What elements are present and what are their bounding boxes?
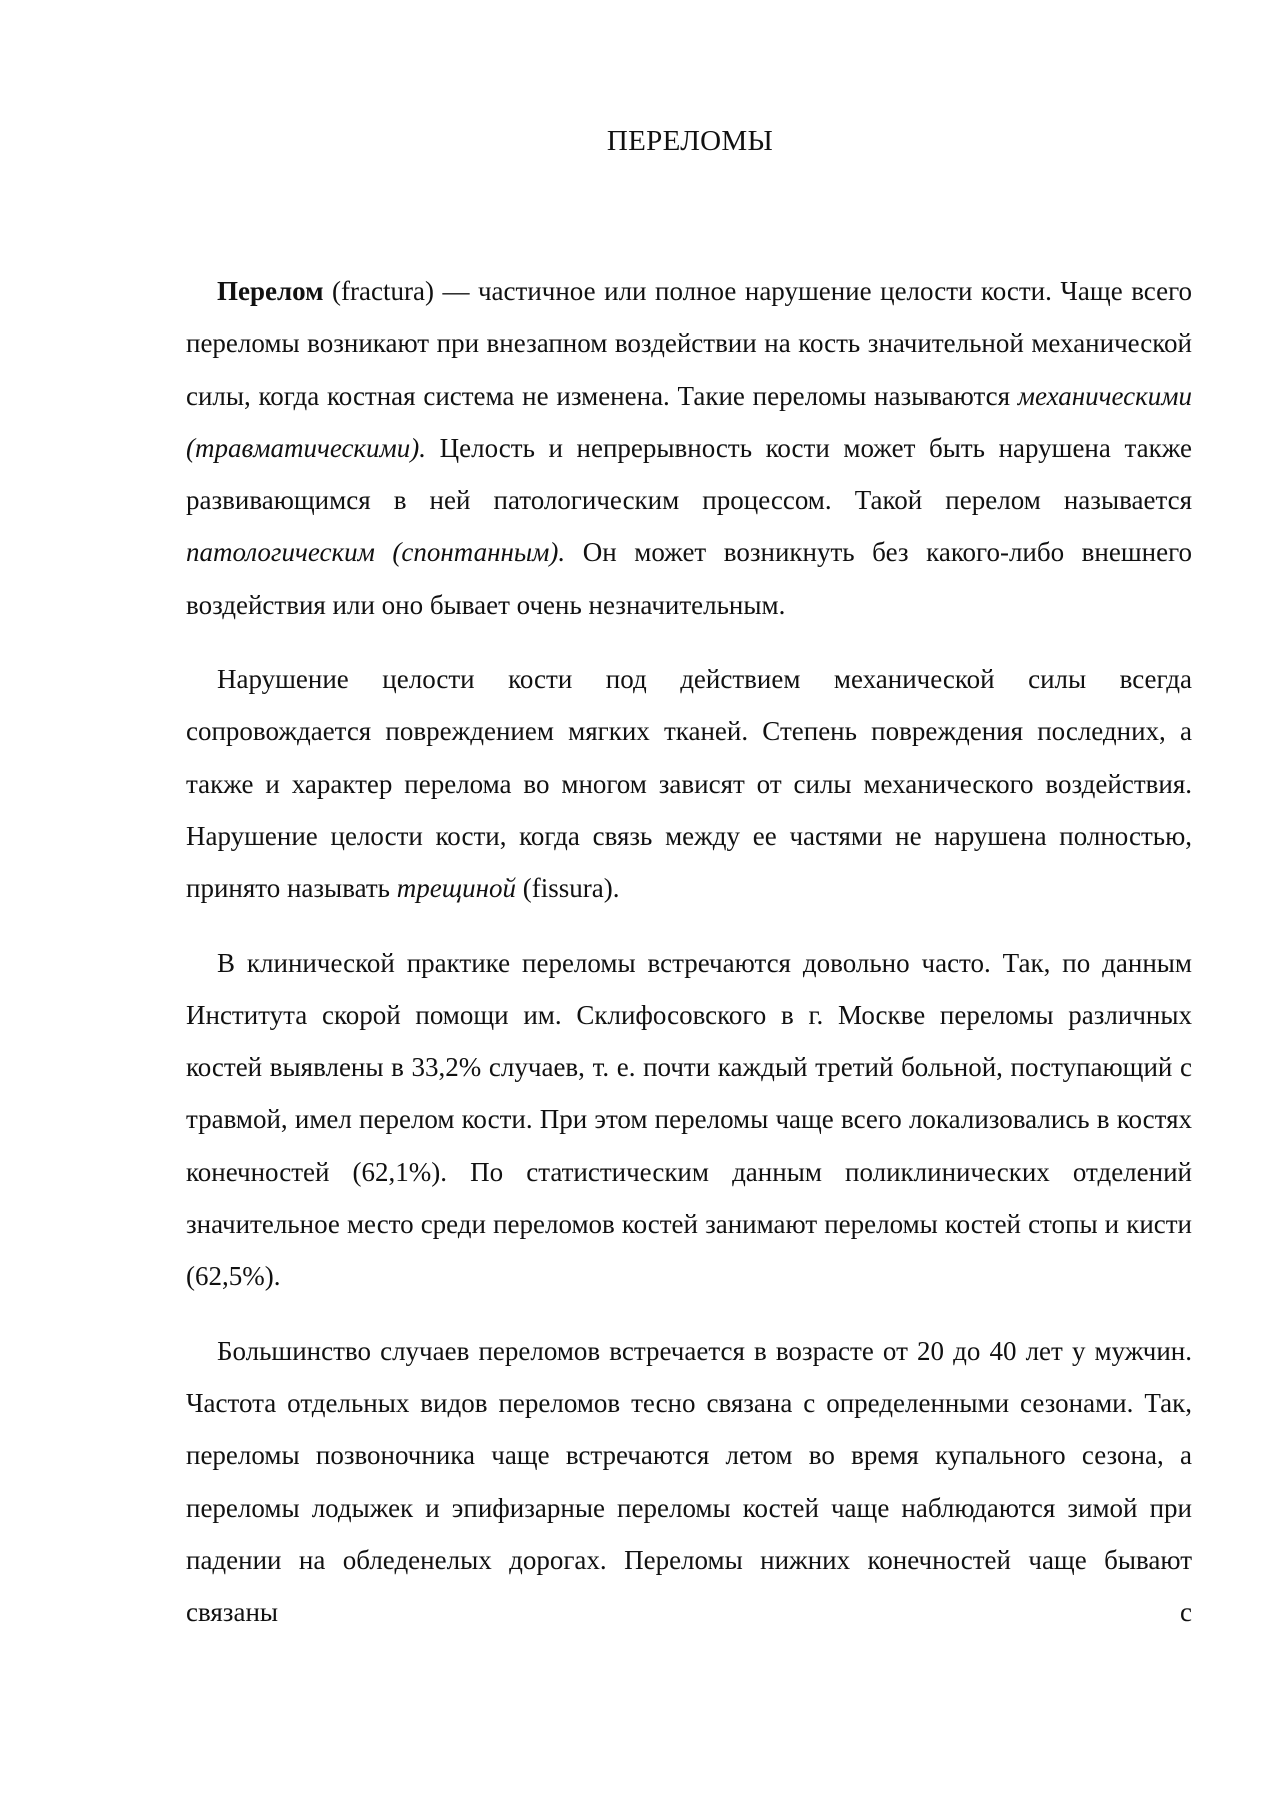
- term-fissure: трещиной: [396, 873, 517, 904]
- term-mechanical: механическими (травматическими).: [186, 380, 1192, 463]
- term-fracture: Перелом: [217, 276, 324, 306]
- paragraph-3: В клинической практике переломы встречаются довольно часто. Так, по данным Института скорой помощи им. Склифосовского в г. Москве переломы различных костей выявлены в 33,2% случаев, т. е. почти каждый третий больной, поступающий с травмой, имел перелом кости. При этом переломы чаще всего локализовались в костях конечностей (62,1%). По статистическим данным поликлинических отделений значительное место среди переломов костей занимают переломы костей стопы и кисти (62,5%).: [186, 947, 1192, 1292]
- page-title: ПЕРЕЛОМЫ: [606, 125, 774, 157]
- paragraph-1-text-c: Он может возникнуть без какого-либо внешнего воздействия или оно бывает очень незначительным.: [186, 537, 1192, 620]
- paragraph-2: [186, 653, 1192, 914]
- paragraph-1: [186, 265, 1192, 631]
- term-pathological: патологическим (спонтанным).: [186, 537, 566, 568]
- paragraph-1-text-a: (fractura) — частичное или полное нарушение целости кости. Чаще всего переломы возникают при внезапном воздействии на кость значительной механической силы, когда костная система не изменена. Такие переломы называются: [186, 276, 1192, 411]
- document-body: [186, 265, 1192, 1660]
- paragraph-1-text-b: Целость и непрерывность кости может быть нарушена также развивающимся в ней патологическим процессом. Такой перелом называется: [186, 432, 1192, 516]
- paragraph-2-text-a: Нарушение целости кости под действием механической силы всегда сопровождается повреждением мягких тканей. Степень повреждения последних, а также и характер перелома во многом зависят от силы механического воздействия. Нарушение целости кости, когда связь между ее частями не нарушена полностью, принято называть: [186, 664, 1192, 904]
- paragraph-4: Большинство случаев переломов встречается в возрасте от 20 до 40 лет у мужчин. Частота отдельных видов переломов тесно связана с определенными сезонами. Так, переломы позвоночника чаще встречаются летом во время купального сезона, а переломы лодыжек и эпифизарные переломы костей чаще наблюдаются зимой при падении на обледенелых дорогах. Переломы нижних конечностей чаще бывают связаны с: [186, 1335, 1192, 1628]
- paragraph-2-text-b: (fissura).: [516, 873, 620, 904]
